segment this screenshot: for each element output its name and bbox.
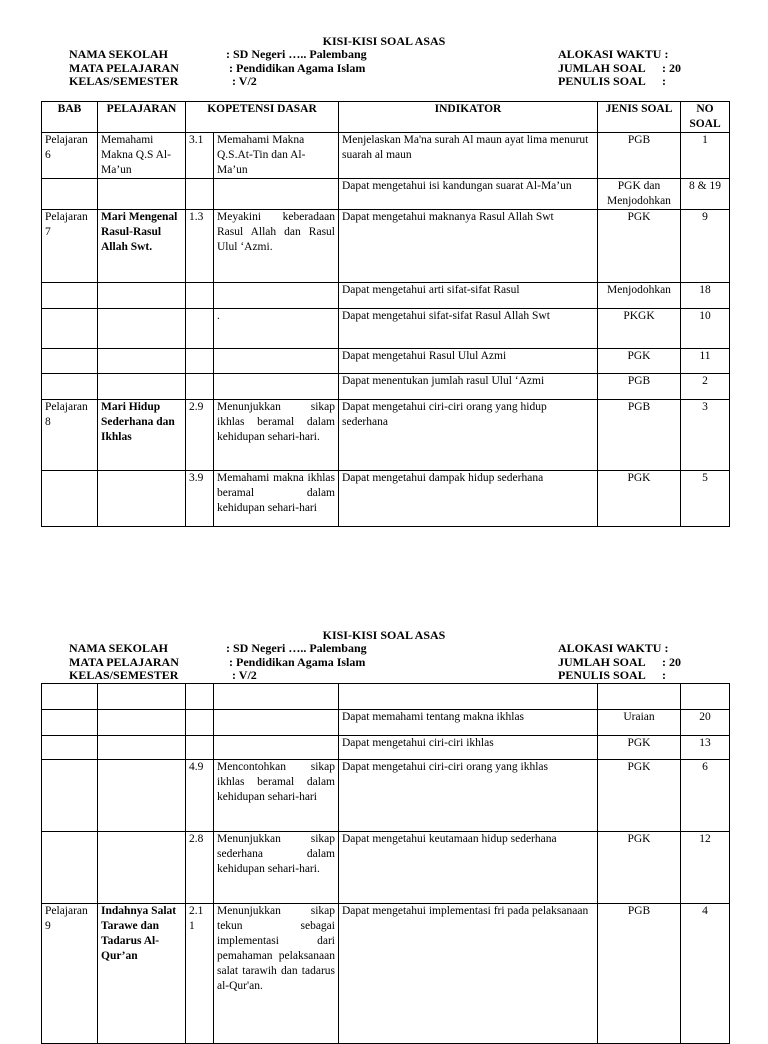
no-soal-cell: 18 (681, 283, 730, 309)
bab-cell: Pelajaran 8 (42, 400, 98, 471)
table-row (42, 309, 730, 349)
kd-number-cell (186, 374, 214, 400)
indikator-cell: Menjelaskan Ma'na surah Al maun ayat lima menurut suarah al maun (339, 133, 598, 179)
kd-number-cell: 2.9 (186, 400, 214, 471)
kd-cell: Menunjukkan sikap tekun sebagai implementasi dari pemahaman pelaksanaan salat tarawih dan tadarus al-Qur'an. (214, 904, 339, 1044)
no-soal-cell: 5 (681, 471, 730, 527)
time-allocation-label: ALOKASI WAKTU : (558, 641, 669, 655)
no-label: NO (696, 103, 714, 115)
jenis-soal-cell: PGB (598, 133, 681, 179)
jenis-soal-cell: PGK (598, 736, 681, 760)
bab-cell (42, 832, 98, 904)
kd-cell: Menunjukkan sikap sederhana dalam kehidupan sehari-hari. (214, 832, 339, 904)
pelajaran-cell (98, 736, 186, 760)
no-soal-cell: 8 & 19 (681, 179, 730, 210)
bab-cell (42, 179, 98, 210)
kd-cell (214, 684, 339, 710)
no-soal-cell: 2 (681, 374, 730, 400)
bab-cell (42, 760, 98, 832)
indikator-cell: Dapat mengetahui Rasul Ulul Azmi (339, 349, 598, 374)
subject-label: MATA PELAJARAN (69, 61, 179, 75)
author-label: PENULIS SOAL (558, 74, 646, 88)
pelajaran-cell (98, 684, 186, 710)
soal-label: SOAL (689, 118, 721, 130)
no-soal-cell: 6 (681, 760, 730, 832)
indikator-cell: Dapat mengetahui maknanya Rasul Allah Swt (339, 210, 598, 283)
pelajaran-cell (98, 710, 186, 736)
kd-number-cell: 2.8 (186, 832, 214, 904)
pelajaran-cell (98, 471, 186, 527)
no-soal-cell: 3 (681, 400, 730, 471)
no-soal-cell: 10 (681, 309, 730, 349)
table-row (42, 210, 730, 283)
indikator-cell: Dapat mengetahui implementasi fri pada pelaksanaan (339, 904, 598, 1044)
pelajaran-cell: Mari Hidup Sederhana dan Ikhlas (98, 400, 186, 471)
kd-number-cell: 3.9 (186, 471, 214, 527)
table-row (42, 283, 730, 309)
bab-cell (42, 309, 98, 349)
column-header-pelajaran: PELAJARAN (98, 102, 186, 133)
pelajaran-cell: Mari Mengenal Rasul-Rasul Allah Swt. (98, 210, 186, 283)
document-title: KISI-KISI SOAL ASAS (322, 34, 446, 48)
pelajaran-cell (98, 309, 186, 349)
pelajaran-cell (98, 374, 186, 400)
kd-number-cell (186, 736, 214, 760)
pelajaran-cell (98, 349, 186, 374)
kd-cell (214, 736, 339, 760)
no-soal-cell: 13 (681, 736, 730, 760)
author-label: PENULIS SOAL (558, 668, 646, 682)
table-row (42, 471, 730, 527)
no-soal-cell: 1 (681, 133, 730, 179)
school-name-label: NAMA SEKOLAH (69, 47, 169, 61)
question-count-value: : 20 (662, 61, 681, 75)
kd-cell: Memahami Makna Q.S.At-Tin dan Al-Ma’un (214, 133, 339, 179)
bab-cell (42, 736, 98, 760)
bab-cell: Pelajaran 6 (42, 133, 98, 179)
jenis-soal-cell: PGK (598, 349, 681, 374)
bab-cell (42, 283, 98, 309)
kd-cell: Memahami makna ikhlas beramal dalam kehidupan sehari-hari (214, 471, 339, 527)
author-value: : (662, 74, 666, 88)
indikator-cell: Dapat memahami tentang makna ikhlas (339, 710, 598, 736)
kd-number-cell (186, 309, 214, 349)
kd-number-cell (186, 710, 214, 736)
pelajaran-cell (98, 283, 186, 309)
bab-cell (42, 349, 98, 374)
table-header-row (42, 102, 730, 133)
kd-number-cell: 2.1 1 (186, 904, 214, 1044)
pelajaran-cell: Memahami Makna Q.S Al-Ma’un (98, 133, 186, 179)
class-semester-value: : V/2 (232, 74, 257, 88)
subject-value: : Pendidikan Agama Islam (229, 655, 366, 669)
table-row (42, 400, 730, 471)
table-row (42, 904, 730, 1044)
subject-label: MATA PELAJARAN (69, 655, 179, 669)
pelajaran-cell: Indahnya Salat Tarawe dan Tadarus Al-Qur’an (98, 904, 186, 1044)
jenis-soal-cell: PGB (598, 904, 681, 1044)
jenis-soal-cell: PGK dan Menjodohkan (598, 179, 681, 210)
no-soal-cell: 9 (681, 210, 730, 283)
bab-cell (42, 710, 98, 736)
pelajaran-cell (98, 179, 186, 210)
bab-cell (42, 374, 98, 400)
question-count-value: : 20 (662, 655, 681, 669)
table-row (42, 349, 730, 374)
jenis-soal-cell: PGK (598, 832, 681, 904)
document-title-repeat: KISI-KISI SOAL ASAS (322, 628, 446, 642)
kd-cell: Meyakini keberadaan Rasul Allah dan Rasul Ulul ‘Azmi. (214, 210, 339, 283)
column-header-no-soal (681, 102, 730, 133)
jenis-soal-cell: PGB (598, 374, 681, 400)
jenis-soal-cell (598, 684, 681, 710)
kd-cell: . (214, 309, 339, 349)
pelajaran-cell (98, 832, 186, 904)
indikator-cell: Dapat mengetahui sifat-sifat Rasul Allah Swt (339, 309, 598, 349)
jenis-soal-cell: PGK (598, 471, 681, 527)
no-soal-cell: 12 (681, 832, 730, 904)
jenis-soal-cell: PGK (598, 210, 681, 283)
bab-cell (42, 471, 98, 527)
bab-cell: Pelajaran 7 (42, 210, 98, 283)
subject-value: : Pendidikan Agama Islam (229, 61, 366, 75)
kd-cell: Menunjukkan sikap ikhlas beramal dalam kehidupan sehari-hari. (214, 400, 339, 471)
indikator-cell: Dapat mengetahui arti sifat-sifat Rasul (339, 283, 598, 309)
kd-cell (214, 374, 339, 400)
table-row (42, 760, 730, 832)
indikator-cell: Dapat mengetahui ciri-ciri ikhlas (339, 736, 598, 760)
time-allocation-label: ALOKASI WAKTU : (558, 47, 669, 61)
kd-number-cell: 3.1 (186, 133, 214, 179)
table-row (42, 832, 730, 904)
kd-cell (214, 710, 339, 736)
jenis-soal-cell: Menjodohkan (598, 283, 681, 309)
table-row (42, 736, 730, 760)
kd-number-cell (186, 283, 214, 309)
table-row (42, 710, 730, 736)
indikator-cell: Dapat mengetahui keutamaan hidup sederhana (339, 832, 598, 904)
indikator-cell: Dapat mengetahui ciri-ciri orang yang hidup sederhana (339, 400, 598, 471)
kd-number-cell (186, 179, 214, 210)
school-name-value: : SD Negeri ….. Palembang (226, 47, 367, 61)
bab-cell (42, 684, 98, 710)
no-soal-cell: 4 (681, 904, 730, 1044)
class-semester-label: KELAS/SEMESTER (69, 668, 179, 682)
question-count-label: JUMLAH SOAL (558, 655, 646, 669)
kd-cell (214, 349, 339, 374)
table-row (42, 374, 730, 400)
indikator-cell: Dapat mengetahui isi kandungan suarat Al-Ma’un (339, 179, 598, 210)
class-semester-value: : V/2 (232, 668, 257, 682)
column-header-indikator: INDIKATOR (339, 102, 598, 133)
grid-table-1 (41, 101, 730, 527)
no-soal-cell (681, 684, 730, 710)
bab-cell: Pelajaran 9 (42, 904, 98, 1044)
column-header-bab: BAB (42, 102, 98, 133)
question-count-label: JUMLAH SOAL (558, 61, 646, 75)
kd-cell (214, 283, 339, 309)
column-header-kompetensi: KOPETENSI DASAR (186, 102, 339, 133)
jenis-soal-cell: PKGK (598, 309, 681, 349)
column-header-jenis-soal: JENIS SOAL (598, 102, 681, 133)
kd-number-cell: 1.3 (186, 210, 214, 283)
kd-cell (214, 179, 339, 210)
kd-number-cell: 4.9 (186, 760, 214, 832)
pelajaran-cell (98, 760, 186, 832)
table-row (42, 684, 730, 710)
jenis-soal-cell: Uraian (598, 710, 681, 736)
kd-number-cell (186, 684, 214, 710)
indikator-cell: Dapat mengetahui ciri-ciri orang yang ikhlas (339, 760, 598, 832)
school-name-value: : SD Negeri ….. Palembang (226, 641, 367, 655)
jenis-soal-cell: PGB (598, 400, 681, 471)
table-row (42, 133, 730, 179)
table-row (42, 179, 730, 210)
indikator-cell: Dapat mengetahui dampak hidup sederhana (339, 471, 598, 527)
author-value: : (662, 668, 666, 682)
indikator-cell: Dapat menentukan jumlah rasul Ulul ‘Azmi (339, 374, 598, 400)
no-soal-cell: 20 (681, 710, 730, 736)
kd-number-cell (186, 349, 214, 374)
class-semester-label: KELAS/SEMESTER (69, 74, 179, 88)
grid-table-2 (41, 683, 730, 1044)
no-soal-cell: 11 (681, 349, 730, 374)
school-name-label: NAMA SEKOLAH (69, 641, 169, 655)
indikator-cell (339, 684, 598, 710)
jenis-soal-cell: PGK (598, 760, 681, 832)
kd-cell: Mencontohkan sikap ikhlas beramal dalam kehidupan sehari-hari (214, 760, 339, 832)
